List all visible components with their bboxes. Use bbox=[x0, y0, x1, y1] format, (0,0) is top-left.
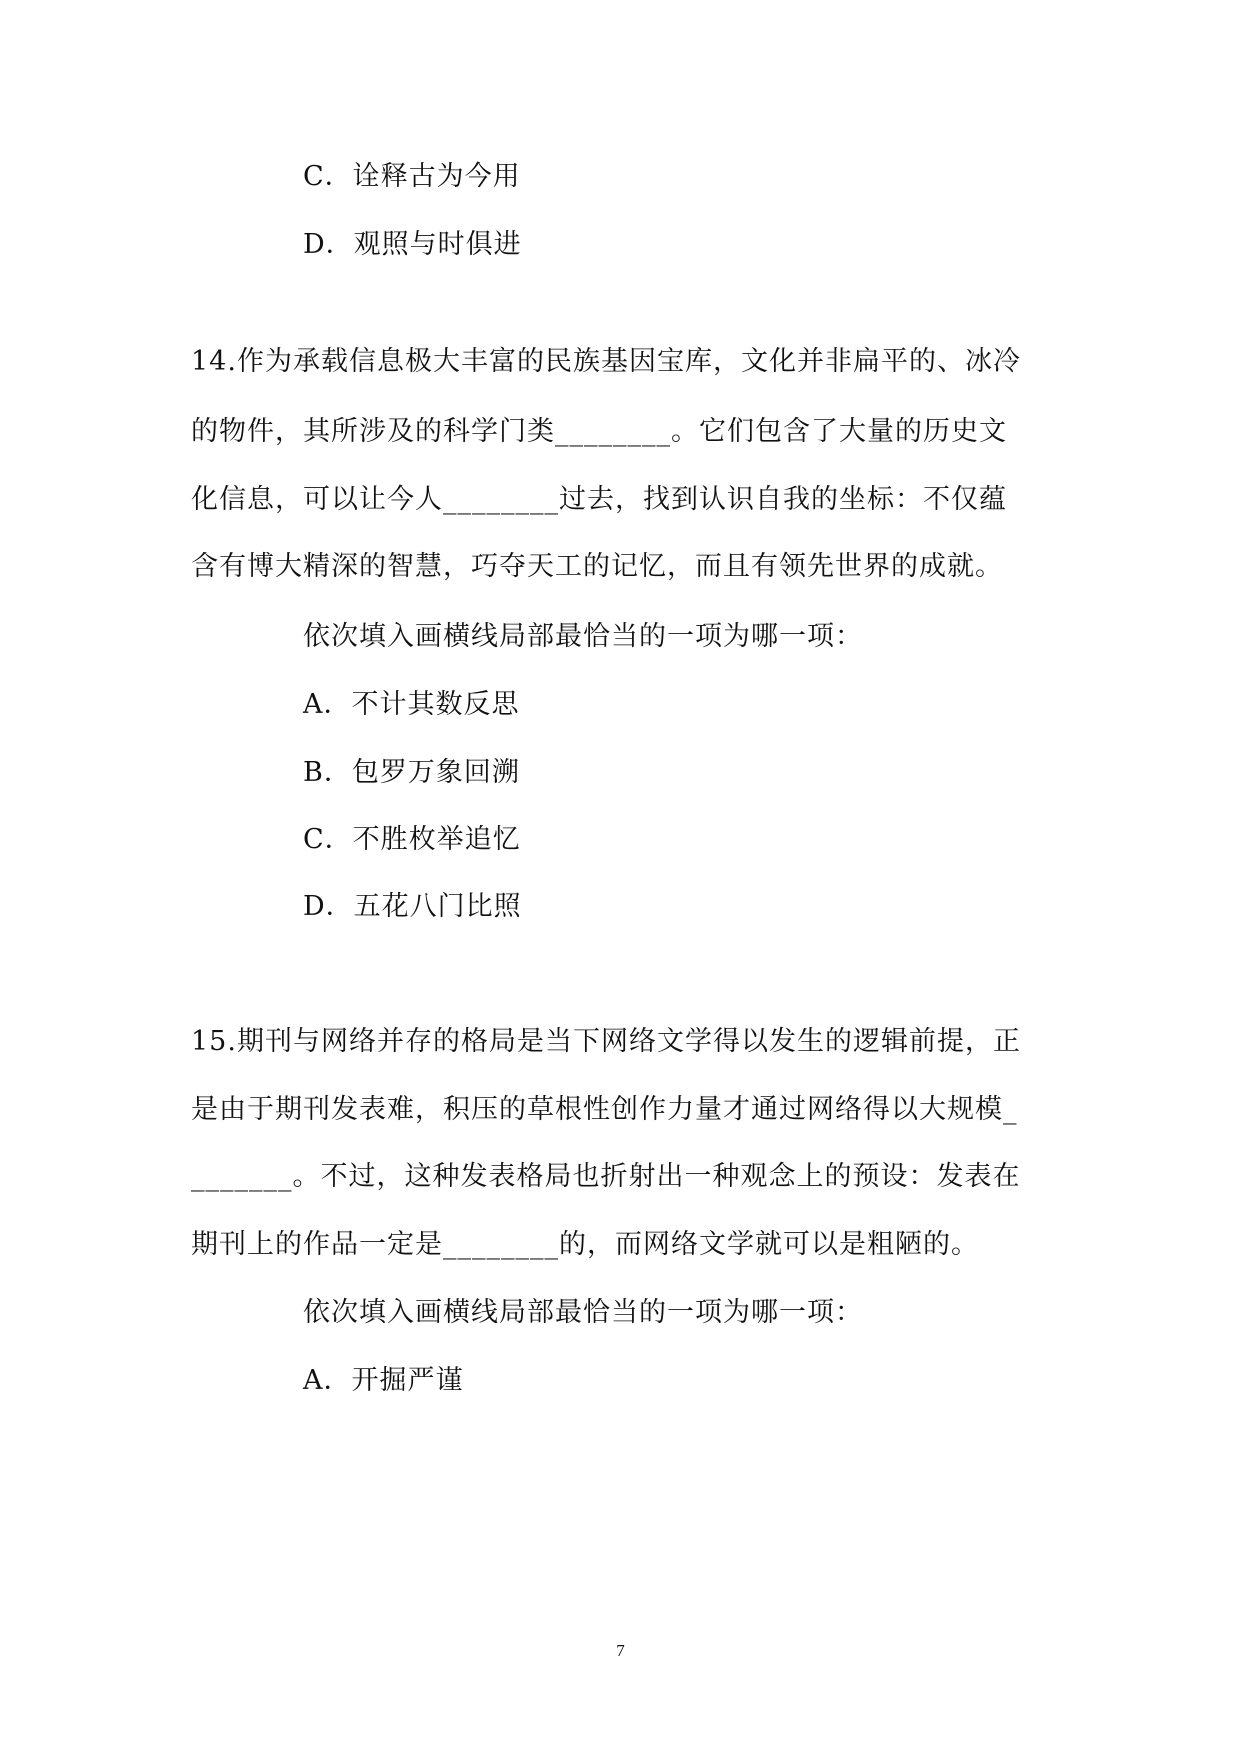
q13-option-c: C．诠释古为今用 bbox=[303, 161, 521, 192]
q14-option-a: A．不计其数反思 bbox=[303, 689, 520, 720]
q14-option-b: B．包罗万象回溯 bbox=[303, 757, 520, 788]
q15-instruction: 依次填入画横线局部最恰当的一项为哪一项： bbox=[303, 1297, 863, 1328]
q15-line-4: 期刊上的作品一定是________的，而网络文学就可以是粗陋的。 bbox=[191, 1229, 979, 1260]
q14-line-3: 化信息，可以让今人________过去，找到认识自我的坐标：不仅蕴 bbox=[191, 484, 1007, 515]
q15-line-3: _______。不过，这种发表格局也折射出一种观念上的预设：发表在 bbox=[191, 1161, 1021, 1192]
q14-line-4: 含有博大精深的智慧，巧夺天工的记忆，而且有领先世界的成就。 bbox=[191, 551, 1003, 582]
q15-option-a: A．开掘严谨 bbox=[303, 1365, 464, 1396]
q14-instruction: 依次填入画横线局部最恰当的一项为哪一项： bbox=[303, 621, 863, 652]
q13-option-d: D．观照与时俱进 bbox=[303, 229, 522, 260]
q14-line-1: 14.作为承载信息极大丰富的民族基因宝库，文化并非扁平的、冰冷 bbox=[191, 346, 1021, 377]
q14-option-d: D．五花八门比照 bbox=[303, 891, 522, 922]
page-number: 7 bbox=[616, 1641, 625, 1660]
q15-line-2: 是由于期刊发表难，积压的草根性创作力量才通过网络得以大规模_ bbox=[191, 1094, 1018, 1125]
q15-line-1: 15.期刊与网络并存的格局是当下网络文学得以发生的逻辑前提，正 bbox=[191, 1026, 1021, 1057]
q14-option-c: C．不胜枚举追忆 bbox=[303, 824, 521, 855]
q14-line-2: 的物件，其所涉及的科学门类________。它们包含了大量的历史文 bbox=[191, 416, 1007, 447]
